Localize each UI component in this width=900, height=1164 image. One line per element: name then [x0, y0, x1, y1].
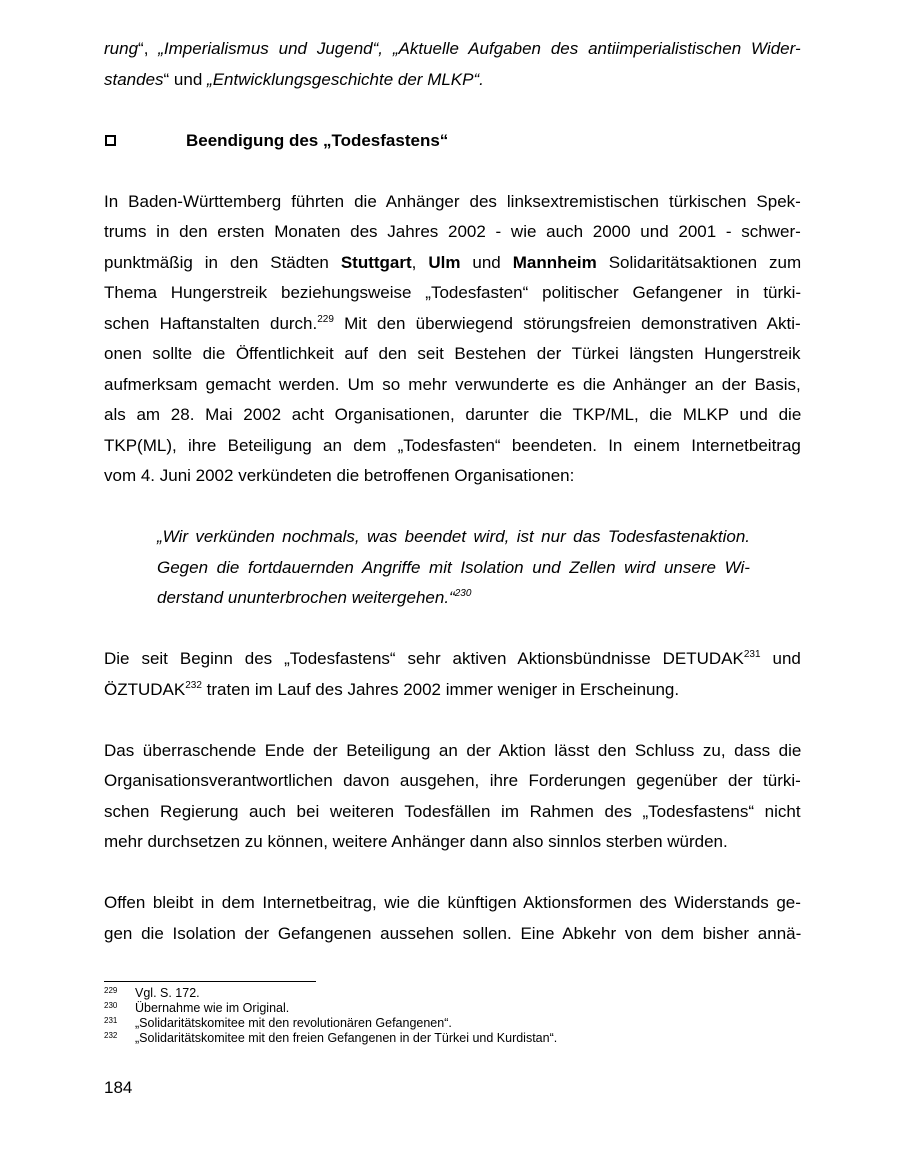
footnote-item: 229 Vgl. S. 172.	[104, 986, 200, 1000]
footnote-ref: 231	[743, 649, 761, 660]
footnotes	[104, 986, 557, 1046]
footnote-ref: 232	[185, 679, 202, 691]
page-body	[104, 34, 801, 949]
intro-line-2: standes“ und „Entwicklungsgeschichte der MLKP“.	[104, 69, 484, 89]
paragraph-2: Die seit Beginn des „Todesfastens“ sehr aktiven Aktionsbündnisse DETUDAK$^{231}$ und ÖZTUDAK$^{232}$ traten im Lauf des Jahres 2002 immer weniger in Erscheinung.	[104, 649, 801, 699]
intro-line-1: rung“, „Imperialismus und Jugend“, „Aktuelle Aufgaben des antiimperialistischen Wider-	[104, 39, 801, 58]
paragraph-3: Das überraschende Ende der Beteiligung an der Aktion lässt den Schluss zu, dass die Organisationsverantwortlichen davon ausgehen, ihre Forderungen gegenüber der türki- schen Regierung auch bei weiteren Todesfällen im Rahmen des „Todesfastens“ nicht mehr durchsetzen zu können, weitere Anhänger dann also sinnlos sterben würden.	[104, 740, 802, 851]
paragraph-4: Offen bleibt in dem Internetbeitrag, wie die künftigen Aktionsformen des Widerstands ge- gen die Isolation der Gefangenen aussehen sollen. Eine Abkehr von dem bisher annä-	[104, 893, 802, 943]
title-fragment: „Entwicklungsgeschichte der MLKP“.	[207, 69, 484, 89]
block-quote: „Wir verkünden nochmals, was beendet wird, ist nur das Todesfastenaktion. Gegen die fortdauernden Angriffe mit Isolation und Zellen wird unsere Wi- derstand ununterbrochen weitergehen.“$^{230}$	[157, 527, 751, 607]
footnote-ref: 230	[454, 588, 472, 599]
checkbox-bullet-icon	[105, 135, 116, 146]
section-heading-text: Beendigung des „Todesfastens“	[186, 130, 449, 150]
footnote-item: 230 Übernahme wie im Original.	[104, 1001, 290, 1015]
title-fragment: rung	[104, 39, 139, 58]
footnote-divider	[104, 981, 316, 982]
paragraph-1: In Baden-Württemberg führten die Anhänger des linksextremistischen türkischen Spek- trums in den ersten Monaten des Jahres 2002 - wie auch 2000 und 2001 - schwer- punktmäßig in den Städten Stuttgart, Ulm und Mannheim Solidaritätsaktionen zum Thema Hungerstreik beziehungsweise „Todesfasten“ politischer Gefangener in türki- schen Haftanstalten durch.$^{229}$ Mit den überwiegend störungsfreien demonstrativen Akti- onen sollte die Öffentlichkeit auf den seit Bestehen der Türkei längsten Hungerstreik aufmerksam gemacht werden. Um so mehr verwunderte es die Anhänger an der Basis, als am 28. Mai 2002 acht Organisationen, darunter die TKP/ML, die MLKP und die TKP(ML), ihre Beteiligung an dem „Todesfasten“ beendeten. In einem Internetbeitrag vom 4. Juni 2002 verkündeten die betroffenen Organisationen:	[104, 191, 802, 485]
city-name: Mannheim	[512, 252, 597, 272]
city-name: Stuttgart	[340, 252, 412, 272]
footnote-item: 232 „Solidaritätskomitee mit den freien Gefangenen in der Türkei und Kurdistan“.	[104, 1031, 558, 1045]
footnote-ref: 229	[317, 313, 334, 325]
footnote-item: 231 „Solidaritätskomitee mit den revolutionären Gefangenen“.	[104, 1016, 452, 1030]
page-number: 184	[104, 1078, 133, 1097]
city-name: Ulm	[428, 252, 461, 272]
title-list: „Imperialismus und Jugend“, „Aktuelle Aufgaben des antiimperialistischen Wider-	[158, 39, 801, 58]
section-heading	[104, 126, 801, 157]
